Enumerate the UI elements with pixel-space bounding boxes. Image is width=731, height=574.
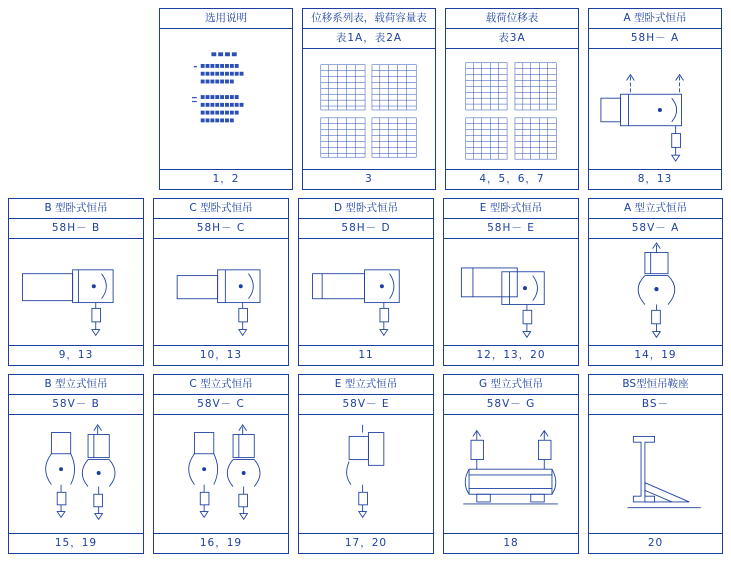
- card-body: [589, 239, 722, 345]
- card-type-b-vertical[interactable]: [8, 374, 144, 554]
- card-footer: 12，13，20: [444, 345, 578, 365]
- card-body: [444, 415, 578, 533]
- card-row-2: [0, 198, 731, 366]
- card-subheader: 表3A: [446, 29, 578, 49]
- hanger-e-horizontal-art: [444, 239, 578, 345]
- card-body: [589, 415, 722, 533]
- hanger-b-vertical-art: [9, 415, 143, 533]
- tables-art: [303, 49, 435, 169]
- card-footer: 17，20: [299, 533, 433, 553]
- card-subheader: 58V－ A: [589, 219, 722, 239]
- card-subheader: 表1A，表2A: [303, 29, 435, 49]
- card-subheader: 58H－ E: [444, 219, 578, 239]
- card-type-a-vertical[interactable]: [588, 198, 723, 366]
- card-body: [303, 49, 435, 169]
- card-header: A 型立式恒吊: [589, 199, 722, 219]
- card-body: [446, 49, 578, 169]
- card-body: [9, 415, 143, 533]
- card-body: [160, 29, 292, 169]
- card-subheader: 58V－ G: [444, 395, 578, 415]
- card-type-b-horizontal[interactable]: [8, 198, 144, 366]
- card-type-c-vertical[interactable]: [153, 374, 289, 554]
- card-body: [299, 415, 433, 533]
- card-subheader: 58H－ D: [299, 219, 433, 239]
- card-footer: 1，2: [160, 169, 292, 189]
- card-header: 选用说明: [160, 9, 292, 29]
- card-subheader: 58H－ C: [154, 219, 288, 239]
- card-footer: 10，13: [154, 345, 288, 365]
- tables-art: [446, 49, 578, 169]
- hanger-c-horizontal-art: [154, 239, 288, 345]
- card-header: C 型立式恒吊: [154, 375, 288, 395]
- card-type-g-vertical[interactable]: [443, 374, 579, 554]
- hanger-a-vertical-art: [589, 239, 722, 345]
- card-body: [154, 415, 288, 533]
- card-subheader: 58V－ C: [154, 395, 288, 415]
- index-sheet: [0, 8, 731, 574]
- card-subheader: 58H－ B: [9, 219, 143, 239]
- card-header: B 型卧式恒吊: [9, 199, 143, 219]
- card-subheader: BS－: [589, 395, 722, 415]
- card-body: [154, 239, 288, 345]
- card-type-e-horizontal[interactable]: [443, 198, 579, 366]
- card-footer: 4，5，6，7: [446, 169, 578, 189]
- card-header: 载荷位移表: [446, 9, 578, 29]
- hanger-c-vertical-art: [154, 415, 288, 533]
- card-header: D 型卧式恒吊: [299, 199, 433, 219]
- saddle-bs-art: [589, 415, 722, 533]
- card-body: [589, 49, 721, 169]
- card-header: A 型卧式恒吊: [589, 9, 721, 29]
- card-header: BS型恒吊鞍座: [589, 375, 722, 395]
- card-row-1: [0, 8, 731, 190]
- card-footer: 11: [299, 345, 433, 365]
- card-footer: 14，19: [589, 345, 722, 365]
- selection-notes-art: [160, 29, 292, 169]
- hanger-d-horizontal-art: [299, 239, 433, 345]
- card-header: E 型卧式恒吊: [444, 199, 578, 219]
- card-bs-saddle[interactable]: [588, 374, 723, 554]
- hanger-a-horizontal-art: [589, 49, 721, 169]
- card-subheader: 58V－ E: [299, 395, 433, 415]
- card-header: B 型立式恒吊: [9, 375, 143, 395]
- hanger-b-horizontal-art: [9, 239, 143, 345]
- card-footer: 15，19: [9, 533, 143, 553]
- hanger-g-vertical-art: [444, 415, 578, 533]
- card-subheader: 58H－ A: [589, 29, 721, 49]
- card-selection-notes[interactable]: [159, 8, 293, 190]
- card-row-3: [0, 374, 731, 554]
- card-type-d-horizontal[interactable]: [298, 198, 434, 366]
- card-header: G 型立式恒吊: [444, 375, 578, 395]
- card-type-c-horizontal[interactable]: [153, 198, 289, 366]
- card-displacement-series[interactable]: [302, 8, 436, 190]
- card-body: [444, 239, 578, 345]
- card-footer: 3: [303, 169, 435, 189]
- card-subheader: 58V－ B: [9, 395, 143, 415]
- card-type-e-vertical[interactable]: [298, 374, 434, 554]
- hanger-e-vertical-art: [299, 415, 433, 533]
- card-header: C 型卧式恒吊: [154, 199, 288, 219]
- card-footer: 18: [444, 533, 578, 553]
- card-header: E 型立式恒吊: [299, 375, 433, 395]
- card-footer: 16，19: [154, 533, 288, 553]
- card-footer: 20: [589, 533, 722, 553]
- card-header: 位移系列表，载荷容量表: [303, 9, 435, 29]
- card-type-a-horizontal[interactable]: [588, 8, 722, 190]
- card-load-displacement[interactable]: [445, 8, 579, 190]
- card-body: [299, 239, 433, 345]
- card-body: [9, 239, 143, 345]
- card-footer: 9，13: [9, 345, 143, 365]
- card-footer: 8，13: [589, 169, 721, 189]
